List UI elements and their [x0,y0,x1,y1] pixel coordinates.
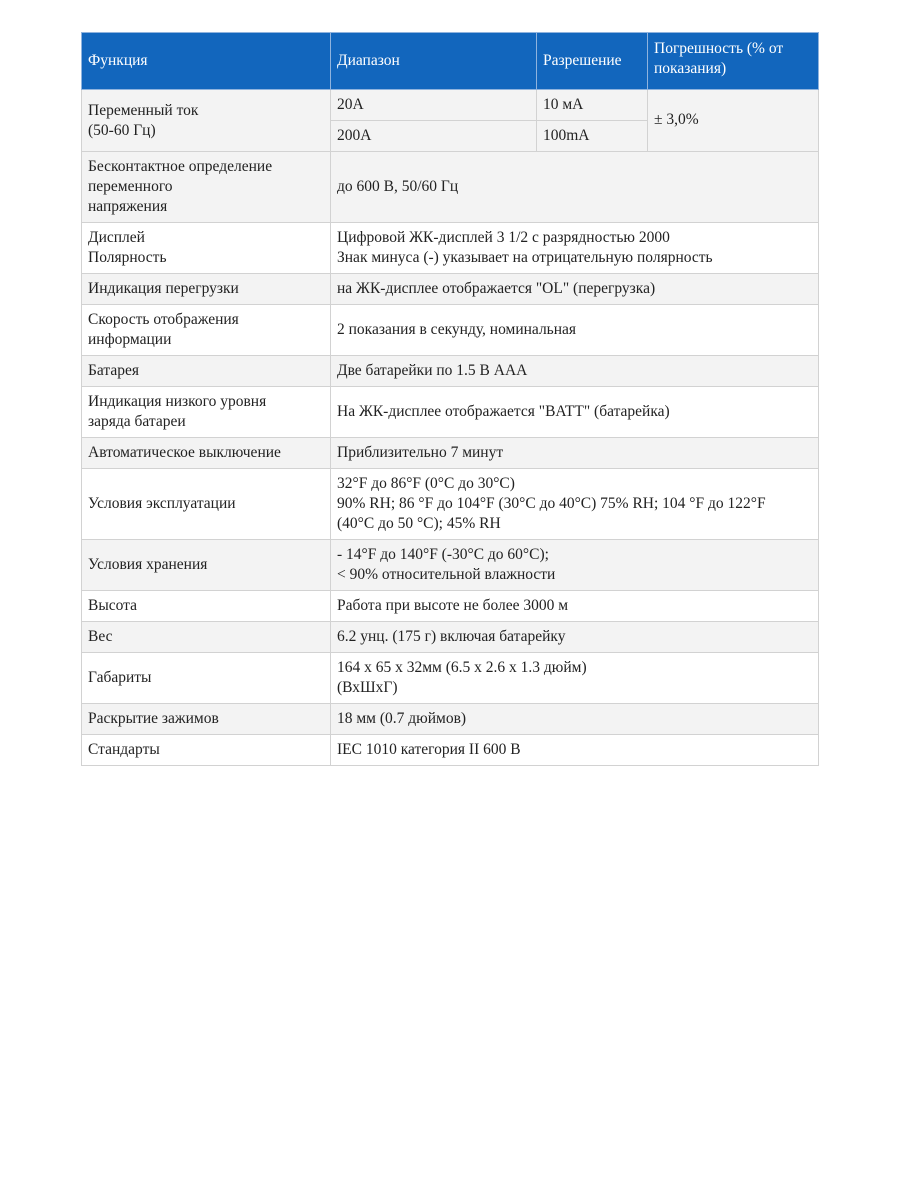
spec-value-line: < 90% относительной влажности [337,566,556,583]
spec-label [82,735,331,766]
spec-value [331,540,819,591]
spec-label-line: Индикация перегрузки [88,280,239,297]
header-function: Функция [82,33,331,90]
spec-label-line: Бесконтактное определение [88,158,273,175]
spec-value-line: Цифровой ЖК-дисплей 3 1/2 с разрядностью 2000 [337,229,670,246]
spec-value-line: (40°C до 50 °C); 45% RH [337,515,501,532]
spec-value-line: 18 мм (0.7 дюймов) [337,710,467,727]
specifications-table [81,32,819,766]
spec-label-line: Батарея [88,362,139,379]
spec-value-line: На ЖК-дисплее отображается "BATT" (батарейка) [337,403,670,420]
header-range: Диапазон [331,33,537,90]
ac-current-label: Переменный ток (50-60 Гц) [82,90,331,152]
table-row [82,274,819,305]
spec-label-line: Скорость отображения [88,311,239,328]
spec-value [331,152,819,223]
spec-value-line: Работа при высоте не более 3000 м [337,597,569,614]
spec-value [331,653,819,704]
table-row [82,704,819,735]
spec-label-line: Высота [88,597,138,614]
spec-label [82,591,331,622]
spec-value [331,704,819,735]
spec-label [82,305,331,356]
spec-value [331,223,819,274]
header-accuracy: Погрешность (% от показания) [648,33,819,90]
spec-value-line: 32°F до 86°F (0°C до 30°C) [337,475,515,492]
spec-label [82,704,331,735]
spec-label-line: заряда батареи [88,413,186,430]
spec-value [331,438,819,469]
spec-value [331,356,819,387]
spec-label-line: переменного [88,178,173,195]
spec-label [82,438,331,469]
spec-label-line: Вес [88,628,113,645]
spec-value-line: Знак минуса (-) указывает на отрицательную полярность [337,249,713,266]
table-row [82,591,819,622]
spec-label-line: напряжения [88,198,168,215]
table-row [82,223,819,274]
table-row [82,305,819,356]
ac-resolution-1: 10 мА [537,90,648,121]
spec-label-line: Индикация низкого уровня [88,393,267,410]
table-row [82,152,819,223]
spec-label [82,274,331,305]
spec-label [82,540,331,591]
spec-value [331,469,819,540]
spec-value-line: Приблизительно 7 минут [337,444,504,461]
ac-current-row [82,90,819,121]
spec-label [82,469,331,540]
spec-label-line: информации [88,331,172,348]
spec-value-line: 2 показания в секунду, номинальная [337,321,577,338]
spec-label-line: Автоматическое выключение [88,444,281,461]
table-row [82,622,819,653]
spec-label-line: Условия эксплуатации [88,495,236,512]
spec-value [331,622,819,653]
ac-accuracy: ± 3,0% [648,90,819,152]
table-row [82,438,819,469]
spec-label [82,622,331,653]
spec-rows [82,152,819,766]
table-row [82,540,819,591]
spec-label-line: Стандарты [88,741,160,758]
ac-range-2: 200A [331,121,537,152]
spec-value [331,387,819,438]
spec-value [331,591,819,622]
spec-label-line: Раскрытие зажимов [88,710,219,727]
spec-value [331,735,819,766]
spec-value [331,274,819,305]
table-row [82,356,819,387]
spec-value [331,305,819,356]
spec-value-line: 6.2 унц. (175 г) включая батарейку [337,628,566,645]
spec-value-line: 164 x 65 x 32мм (6.5 x 2.6 x 1.3 дюйм) [337,659,587,676]
spec-label-line: Полярность [88,249,167,266]
spec-value-line: Две батарейки по 1.5 В AAA [337,362,528,379]
spec-label [82,152,331,223]
spec-label-line: Дисплей [88,229,145,246]
spec-value-line: (ВхШхГ) [337,679,398,696]
table-header-row [82,33,819,90]
spec-label-line: Габариты [88,669,152,686]
spec-value-line: - 14°F до 140°F (-30°C до 60°C); [337,546,549,563]
spec-value-line: IEC 1010 категория II 600 В [337,741,521,758]
spec-label [82,356,331,387]
ac-resolution-2: 100mA [537,121,648,152]
table-row [82,653,819,704]
spec-value-line: 90% RH; 86 °F до 104°F (30°C до 40°C) 75% RH; 104 °F до 122°F [337,495,766,512]
spec-label-line: Условия хранения [88,556,208,573]
header-resolution: Разрешение [537,33,648,90]
table-row [82,469,819,540]
table-row [82,735,819,766]
ac-range-1: 20A [331,90,537,121]
table-row [82,387,819,438]
spec-value-line: до 600 В, 50/60 Гц [337,178,459,195]
spec-value-line: на ЖК-дисплее отображается "OL" (перегрузка) [337,280,656,297]
spec-label [82,653,331,704]
spec-label [82,223,331,274]
spec-label [82,387,331,438]
